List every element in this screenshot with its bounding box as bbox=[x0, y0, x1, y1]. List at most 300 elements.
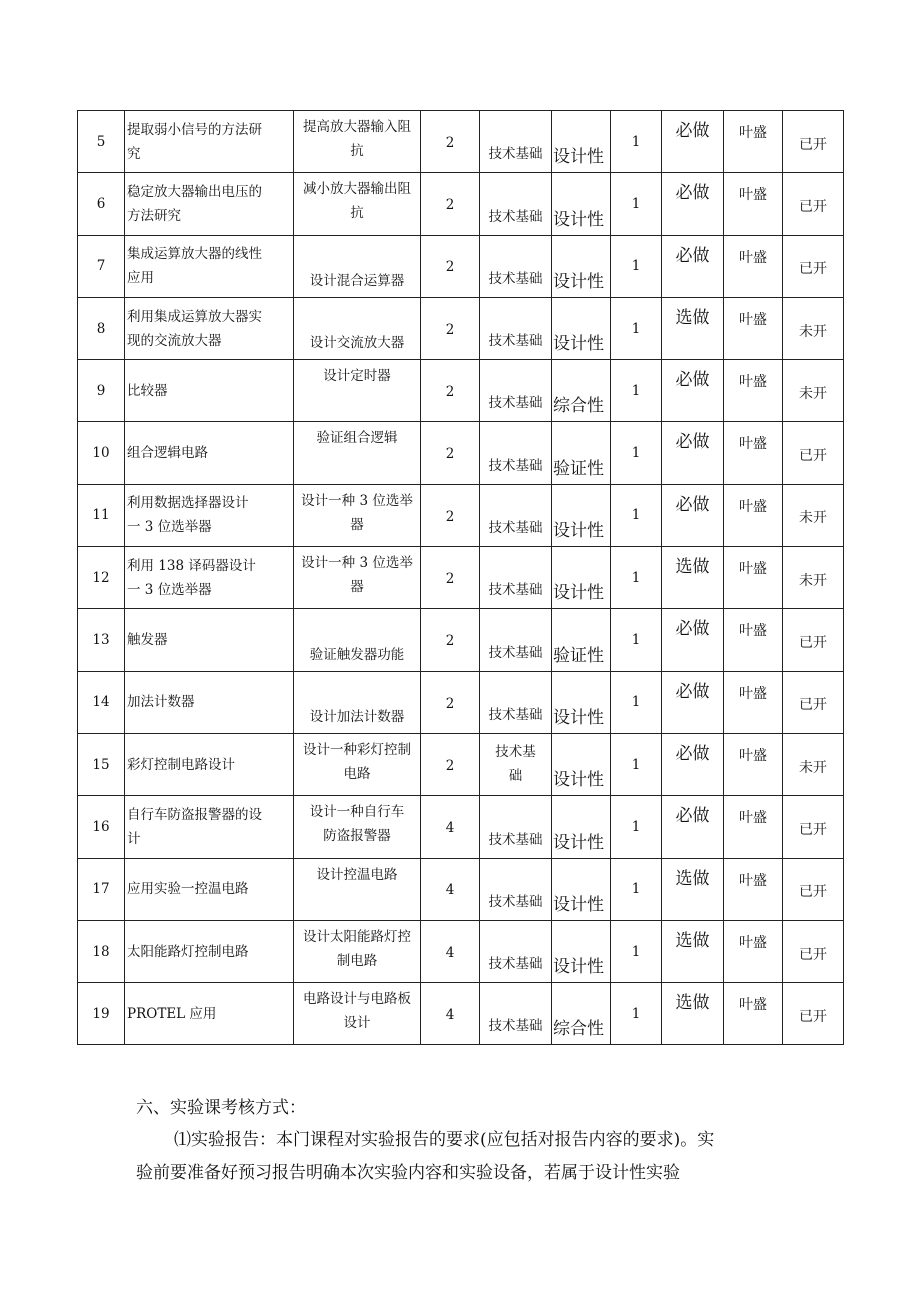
cell-group bbox=[611, 609, 662, 671]
cell-content bbox=[294, 111, 421, 173]
experiment-name-line: 自行车防盗报警器的设 bbox=[127, 806, 262, 823]
table-row bbox=[78, 733, 844, 795]
cell-required bbox=[662, 733, 724, 795]
experiment-name-line: 加法计数器 bbox=[127, 694, 195, 711]
experiment-content-line: 电路设计与电路板 bbox=[303, 991, 411, 1008]
experiment-name-line: 应用实验一控温电路 bbox=[127, 881, 249, 898]
cell-content bbox=[294, 671, 421, 733]
cell-name bbox=[125, 360, 294, 422]
experiment-hours: 2 bbox=[445, 321, 455, 338]
cell-number bbox=[78, 235, 125, 297]
experiment-teacher: 叶盛 bbox=[739, 747, 767, 764]
cell-teacher bbox=[724, 111, 783, 173]
experiment-hours: 2 bbox=[445, 197, 455, 214]
cell-type bbox=[552, 422, 611, 484]
cell-status bbox=[783, 671, 844, 733]
experiment-name-line: 提取弱小信号的方法研 bbox=[127, 121, 262, 138]
cell-category bbox=[480, 858, 552, 920]
experiment-teacher: 叶盛 bbox=[739, 187, 767, 204]
experiment-content-line: 设计混合运算器 bbox=[309, 272, 405, 289]
experiment-type: 设计性 bbox=[553, 894, 604, 915]
cell-status bbox=[783, 297, 844, 359]
table-row bbox=[78, 111, 844, 173]
experiment-category bbox=[480, 454, 551, 478]
experiment-content bbox=[294, 173, 420, 225]
experiment-group-size: 1 bbox=[631, 382, 641, 399]
experiment-teacher: 叶盛 bbox=[739, 561, 767, 578]
experiment-status: 未开 bbox=[799, 323, 827, 340]
experiment-group-size: 1 bbox=[631, 195, 641, 212]
experiment-number: 6 bbox=[96, 195, 106, 212]
table-row bbox=[78, 360, 844, 422]
cell-status bbox=[783, 920, 844, 982]
cell-type bbox=[552, 111, 611, 173]
experiment-status: 已开 bbox=[799, 1008, 827, 1025]
experiment-content-line: 制电路 bbox=[336, 952, 378, 969]
cell-teacher bbox=[724, 547, 783, 609]
experiment-category-line: 技术基础 bbox=[488, 956, 543, 973]
experiment-name-line: 一 3 位选举器 bbox=[127, 519, 212, 536]
cell-category bbox=[480, 796, 552, 858]
experiment-content-line: 设计控温电路 bbox=[316, 866, 398, 883]
experiment-name bbox=[125, 379, 293, 403]
cell-group bbox=[611, 484, 662, 546]
experiment-category-line: 技术基础 bbox=[488, 582, 543, 599]
cell-content bbox=[294, 983, 421, 1045]
experiment-type: 设计性 bbox=[553, 334, 604, 355]
cell-number bbox=[78, 422, 125, 484]
experiment-name-line: PROTEL 应用 bbox=[127, 1005, 217, 1022]
experiment-category-line: 技术基础 bbox=[488, 644, 543, 661]
cell-category bbox=[480, 983, 552, 1045]
cell-number bbox=[78, 360, 125, 422]
experiment-name bbox=[125, 690, 293, 714]
cell-content bbox=[294, 422, 421, 484]
cell-group bbox=[611, 360, 662, 422]
experiment-group-size: 1 bbox=[631, 1005, 641, 1022]
cell-teacher bbox=[724, 422, 783, 484]
experiment-number: 9 bbox=[96, 382, 106, 399]
cell-required bbox=[662, 360, 724, 422]
experiment-hours: 2 bbox=[445, 446, 455, 463]
cell-type bbox=[552, 484, 611, 546]
cell-number bbox=[78, 111, 125, 173]
experiment-category-line: 技术基础 bbox=[488, 395, 543, 412]
experiment-number: 15 bbox=[92, 756, 110, 773]
cell-hours bbox=[421, 422, 480, 484]
cell-number bbox=[78, 796, 125, 858]
cell-teacher bbox=[724, 920, 783, 982]
cell-required bbox=[662, 858, 724, 920]
experiment-type: 综合性 bbox=[553, 1019, 604, 1040]
experiment-name bbox=[125, 305, 293, 353]
experiment-type: 设计性 bbox=[553, 271, 604, 292]
experiment-number: 10 bbox=[92, 445, 110, 462]
experiment-content bbox=[294, 859, 420, 887]
cell-name bbox=[125, 173, 294, 235]
experiment-category bbox=[480, 142, 551, 166]
cell-type bbox=[552, 920, 611, 982]
experiment-content-line: 设计太阳能路灯控 bbox=[303, 928, 411, 945]
cell-category bbox=[480, 422, 552, 484]
cell-group bbox=[611, 858, 662, 920]
experiment-number: 18 bbox=[92, 943, 110, 960]
cell-number bbox=[78, 983, 125, 1045]
cell-status bbox=[783, 609, 844, 671]
cell-content bbox=[294, 733, 421, 795]
experiment-status: 已开 bbox=[799, 261, 827, 278]
experiment-content bbox=[294, 921, 420, 973]
experiment-category-line: 技术基础 bbox=[488, 706, 543, 723]
cell-number bbox=[78, 733, 125, 795]
cell-content bbox=[294, 235, 421, 297]
cell-required bbox=[662, 609, 724, 671]
cell-content bbox=[294, 920, 421, 982]
cell-category bbox=[480, 111, 552, 173]
experiment-teacher: 叶盛 bbox=[739, 498, 767, 515]
cell-type bbox=[552, 858, 611, 920]
cell-group bbox=[611, 422, 662, 484]
experiment-name-line: 稳定放大器输出电压的 bbox=[127, 183, 262, 200]
experiment-status: 未开 bbox=[799, 385, 827, 402]
cell-teacher bbox=[724, 671, 783, 733]
cell-name bbox=[125, 796, 294, 858]
cell-content bbox=[294, 547, 421, 609]
experiment-status: 已开 bbox=[799, 697, 827, 714]
experiment-category bbox=[480, 952, 551, 976]
experiment-hours: 2 bbox=[445, 757, 455, 774]
experiment-group-size: 1 bbox=[631, 258, 641, 275]
experiment-group-size: 1 bbox=[631, 507, 641, 524]
cell-content bbox=[294, 609, 421, 671]
experiment-number: 8 bbox=[96, 320, 106, 337]
cell-hours bbox=[421, 360, 480, 422]
experiment-status: 已开 bbox=[799, 884, 827, 901]
experiment-hours: 2 bbox=[445, 259, 455, 276]
cell-teacher bbox=[724, 297, 783, 359]
cell-group bbox=[611, 111, 662, 173]
experiment-number: 17 bbox=[92, 881, 110, 898]
cell-name bbox=[125, 858, 294, 920]
cell-teacher bbox=[724, 858, 783, 920]
table-row bbox=[78, 796, 844, 858]
cell-type bbox=[552, 609, 611, 671]
experiment-required: 必做 bbox=[675, 494, 710, 515]
cell-number bbox=[78, 920, 125, 982]
experiment-group-size: 1 bbox=[631, 445, 641, 462]
table-row bbox=[78, 858, 844, 920]
cell-name bbox=[125, 671, 294, 733]
cell-type bbox=[552, 235, 611, 297]
cell-content bbox=[294, 858, 421, 920]
experiment-category bbox=[480, 828, 551, 852]
experiment-required: 必做 bbox=[675, 121, 710, 141]
experiment-teacher: 叶盛 bbox=[739, 374, 767, 391]
experiment-number: 5 bbox=[96, 133, 106, 150]
experiment-category-line: 技术基础 bbox=[488, 520, 543, 537]
experiment-category-line: 技术基础 bbox=[488, 270, 543, 287]
experiment-group-size: 1 bbox=[631, 632, 641, 649]
cell-status bbox=[783, 111, 844, 173]
cell-status bbox=[783, 173, 844, 235]
cell-required bbox=[662, 173, 724, 235]
experiment-required: 必做 bbox=[675, 681, 710, 702]
cell-category bbox=[480, 484, 552, 546]
cell-status bbox=[783, 796, 844, 858]
experiment-content-line: 设计一种 3 位选举 bbox=[301, 555, 413, 572]
experiment-name-line: 方法研究 bbox=[127, 207, 181, 224]
experiment-category bbox=[480, 329, 551, 353]
cell-type bbox=[552, 360, 611, 422]
cell-hours bbox=[421, 609, 480, 671]
experiment-content-line: 验证组合逻辑 bbox=[316, 430, 398, 447]
experiment-category-line: 技术基础 bbox=[488, 831, 543, 848]
experiment-hours: 4 bbox=[445, 882, 455, 899]
experiment-content-line: 器 bbox=[350, 579, 364, 596]
experiment-name-line: 组合逻辑电路 bbox=[127, 445, 208, 462]
experiment-category bbox=[480, 391, 551, 415]
experiment-status: 已开 bbox=[799, 946, 827, 963]
section-heading: 六、实验课考核方式： bbox=[136, 1098, 306, 1118]
section-paragraph bbox=[136, 1124, 786, 1190]
experiment-content-line: 提高放大器输入阻 bbox=[303, 119, 411, 135]
experiment-content bbox=[294, 269, 420, 293]
experiment-hours: 4 bbox=[445, 944, 455, 961]
experiment-content bbox=[294, 485, 420, 537]
experiment-group-size: 1 bbox=[631, 569, 641, 586]
cell-type bbox=[552, 297, 611, 359]
experiment-category bbox=[480, 703, 551, 727]
experiment-group-size: 1 bbox=[631, 818, 641, 835]
experiment-content bbox=[294, 360, 420, 388]
experiment-name bbox=[125, 877, 293, 901]
experiment-group-size: 1 bbox=[631, 756, 641, 773]
experiment-category bbox=[480, 641, 551, 665]
experiment-name bbox=[125, 180, 293, 228]
experiment-hours: 4 bbox=[445, 1007, 455, 1024]
cell-type bbox=[552, 733, 611, 795]
experiment-group-size: 1 bbox=[631, 694, 641, 711]
experiment-teacher: 叶盛 bbox=[739, 685, 767, 702]
cell-category bbox=[480, 547, 552, 609]
experiment-type: 设计性 bbox=[553, 521, 604, 542]
experiment-category-line: 技术基础 bbox=[488, 333, 543, 350]
experiment-content-line: 设计 bbox=[343, 1015, 371, 1032]
experiment-content bbox=[294, 983, 420, 1035]
cell-teacher bbox=[724, 796, 783, 858]
table-row bbox=[78, 920, 844, 982]
experiment-required: 选做 bbox=[675, 307, 710, 328]
cell-teacher bbox=[724, 983, 783, 1045]
cell-name bbox=[125, 733, 294, 795]
experiment-name bbox=[125, 242, 293, 290]
cell-name bbox=[125, 422, 294, 484]
cell-hours bbox=[421, 796, 480, 858]
experiment-hours: 2 bbox=[445, 508, 455, 525]
experiment-number: 19 bbox=[92, 1005, 110, 1022]
table-row bbox=[78, 484, 844, 546]
table-row bbox=[78, 235, 844, 297]
experiment-name-line: 利用集成运算放大器实 bbox=[127, 308, 262, 325]
experiment-content-line: 防盗报警器 bbox=[323, 828, 391, 845]
cell-status bbox=[783, 360, 844, 422]
cell-required bbox=[662, 983, 724, 1045]
experiment-required: 必做 bbox=[675, 806, 710, 827]
cell-content bbox=[294, 360, 421, 422]
experiment-required: 必做 bbox=[675, 619, 710, 640]
cell-teacher bbox=[724, 173, 783, 235]
experiment-name-line: 集成运算放大器的线性 bbox=[127, 246, 262, 263]
experiment-table-body bbox=[78, 111, 844, 1045]
experiment-category bbox=[480, 516, 551, 540]
table-row bbox=[78, 297, 844, 359]
experiment-name-line: 计 bbox=[127, 830, 141, 847]
experiment-content bbox=[294, 331, 420, 355]
cell-required bbox=[662, 547, 724, 609]
cell-teacher bbox=[724, 484, 783, 546]
experiment-name-line: 现的交流放大器 bbox=[127, 332, 222, 349]
table-row bbox=[78, 547, 844, 609]
experiment-group-size: 1 bbox=[631, 943, 641, 960]
experiment-group-size: 1 bbox=[631, 133, 641, 150]
experiment-status: 已开 bbox=[799, 635, 827, 652]
cell-type bbox=[552, 173, 611, 235]
experiment-content bbox=[294, 705, 420, 729]
experiment-type: 综合性 bbox=[553, 396, 604, 417]
cell-number bbox=[78, 484, 125, 546]
experiment-number: 14 bbox=[92, 694, 110, 711]
experiment-name bbox=[125, 940, 293, 964]
cell-group bbox=[611, 796, 662, 858]
experiment-number: 12 bbox=[92, 569, 110, 586]
experiment-content-line: 设计加法计数器 bbox=[309, 708, 405, 725]
cell-hours bbox=[421, 671, 480, 733]
cell-number bbox=[78, 173, 125, 235]
experiment-category-line: 技术基础 bbox=[488, 1018, 543, 1035]
cell-required bbox=[662, 235, 724, 297]
experiment-category-line: 技术基础 bbox=[488, 208, 543, 225]
experiment-type: 设计性 bbox=[553, 583, 604, 604]
experiment-content-line: 验证触发器功能 bbox=[309, 646, 405, 663]
cell-name bbox=[125, 609, 294, 671]
experiment-teacher: 叶盛 bbox=[739, 810, 767, 827]
experiment-content-line: 设计一种 3 位选举 bbox=[301, 492, 413, 509]
cell-teacher bbox=[724, 609, 783, 671]
experiment-content bbox=[294, 547, 420, 599]
cell-content bbox=[294, 484, 421, 546]
experiment-number: 11 bbox=[92, 507, 110, 524]
experiment-content-line: 设计定时器 bbox=[323, 368, 391, 385]
cell-group bbox=[611, 173, 662, 235]
cell-name bbox=[125, 983, 294, 1045]
experiment-category bbox=[480, 578, 551, 602]
experiment-type: 验证性 bbox=[553, 645, 604, 666]
experiment-teacher: 叶盛 bbox=[739, 872, 767, 889]
experiment-required: 必做 bbox=[675, 432, 710, 453]
cell-type bbox=[552, 671, 611, 733]
experiment-name-line: 触发器 bbox=[127, 632, 168, 649]
experiment-category-line: 础 bbox=[508, 767, 523, 784]
experiment-teacher: 叶盛 bbox=[739, 249, 767, 266]
experiment-hours: 2 bbox=[445, 384, 455, 401]
cell-type bbox=[552, 547, 611, 609]
experiment-content-line: 抗 bbox=[350, 205, 364, 222]
experiment-type: 设计性 bbox=[553, 832, 604, 853]
experiment-required: 必做 bbox=[675, 245, 710, 266]
cell-name bbox=[125, 297, 294, 359]
experiment-required: 选做 bbox=[675, 993, 710, 1014]
cell-required bbox=[662, 671, 724, 733]
experiment-number: 16 bbox=[92, 818, 110, 835]
experiment-content-line: 设计一种自行车 bbox=[309, 804, 405, 821]
experiment-status: 未开 bbox=[799, 510, 827, 527]
experiment-name-line: 利用 138 译码器设计 bbox=[127, 557, 256, 574]
cell-hours bbox=[421, 983, 480, 1045]
cell-status bbox=[783, 235, 844, 297]
cell-number bbox=[78, 858, 125, 920]
experiment-status: 已开 bbox=[799, 136, 827, 153]
table-row bbox=[78, 983, 844, 1045]
experiment-type: 设计性 bbox=[553, 770, 604, 791]
cell-group bbox=[611, 235, 662, 297]
cell-category bbox=[480, 235, 552, 297]
experiment-table bbox=[77, 110, 844, 1045]
cell-status bbox=[783, 858, 844, 920]
cell-group bbox=[611, 920, 662, 982]
cell-required bbox=[662, 484, 724, 546]
experiment-type: 设计性 bbox=[553, 707, 604, 728]
experiment-category-line: 技术基础 bbox=[488, 457, 543, 474]
table-row bbox=[78, 422, 844, 484]
cell-required bbox=[662, 920, 724, 982]
experiment-name bbox=[125, 803, 293, 851]
cell-group bbox=[611, 671, 662, 733]
cell-content bbox=[294, 297, 421, 359]
experiment-teacher: 叶盛 bbox=[739, 934, 767, 951]
experiment-content-line: 减小放大器输出阻 bbox=[303, 181, 411, 198]
experiment-content bbox=[294, 796, 420, 848]
cell-hours bbox=[421, 297, 480, 359]
experiment-teacher: 叶盛 bbox=[739, 125, 767, 141]
cell-required bbox=[662, 111, 724, 173]
paragraph-line-1: ⑴实验报告：本门课程对实验报告的要求(应包括对报告内容的要求)。实 bbox=[174, 1130, 715, 1150]
experiment-required: 选做 bbox=[675, 930, 710, 951]
cell-required bbox=[662, 796, 724, 858]
cell-category bbox=[480, 671, 552, 733]
cell-name bbox=[125, 484, 294, 546]
cell-required bbox=[662, 422, 724, 484]
experiment-name bbox=[125, 628, 293, 652]
cell-category bbox=[480, 173, 552, 235]
experiment-category bbox=[480, 734, 551, 788]
experiment-hours: 2 bbox=[445, 570, 455, 587]
experiment-hours: 2 bbox=[445, 134, 455, 151]
experiment-type: 验证性 bbox=[553, 458, 604, 479]
cell-type bbox=[552, 983, 611, 1045]
cell-number bbox=[78, 671, 125, 733]
cell-name bbox=[125, 547, 294, 609]
experiment-name-line: 究 bbox=[127, 145, 141, 162]
experiment-name-line: 应用 bbox=[127, 270, 154, 287]
cell-name bbox=[125, 111, 294, 173]
cell-group bbox=[611, 547, 662, 609]
experiment-required: 必做 bbox=[675, 743, 710, 764]
cell-type bbox=[552, 796, 611, 858]
cell-category bbox=[480, 733, 552, 795]
experiment-name-line: 彩灯控制电路设计 bbox=[127, 756, 235, 773]
cell-hours bbox=[421, 920, 480, 982]
experiment-type: 设计性 bbox=[553, 957, 604, 978]
